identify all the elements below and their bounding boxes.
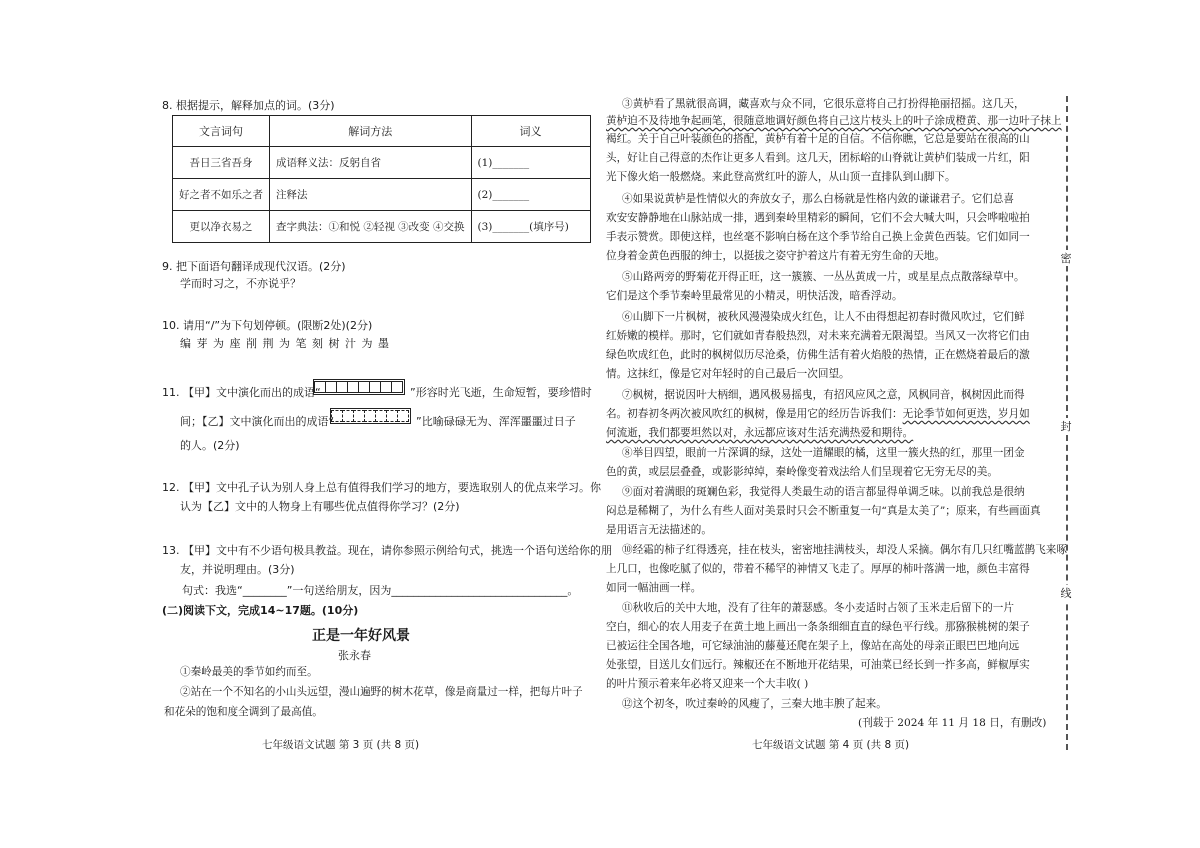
table-header: 文言词句	[173, 116, 270, 147]
source-note: (刊载于 2024 年 11 月 18 日，有删改)	[858, 717, 1047, 729]
q11-line1-b: ”形容时光飞逝，生命短暂，要珍惜时	[410, 386, 592, 399]
paragraph-line: ④如果说黄栌是性情似火的奔放女子，那么白杨就是性格内敛的谦谦君子。它们总喜	[622, 193, 1014, 205]
paragraph-line: 名。初春初冬两次被风吹红的枫树，像是用它的经历告诉我们：无论季节如何更迭，岁月如	[606, 408, 1030, 420]
binding-char: 线	[1057, 585, 1075, 601]
table-row	[173, 179, 591, 211]
paragraph-line: 闷总是稀糊了，为什么有些人面对美景时只会不断重复一句“真是太美了”；原来，有些画面真	[606, 505, 1041, 517]
right-page	[600, 0, 1200, 848]
paragraph-line: 光下像火焰一般燃烧。来此登高赏红叶的游人，从山顶一直排队到山脚下。	[606, 171, 956, 183]
paragraph-line: 如同一幅油画一样。	[606, 582, 702, 594]
paragraph-line: 色的黄，或层层叠叠，或影影绰绰，秦岭像变着戏法给人们呈现着它无穷无尽的美。	[606, 466, 998, 478]
q13-line1: 13. 【甲】文中有不少语句极具教益。现在，请你参照示例给句式，挑选一个语句送给你的朋	[162, 544, 612, 557]
paragraph-line: 绿色吹成红色，此时的枫树似历尽沧桑，仿佛生活有着火焰般的热情，正在燃烧着最后的激	[606, 349, 1030, 361]
paragraph: ②站在一个不知名的小山头远望，漫山遍野的树木花草，像是商量过一样，把每片叶子	[180, 686, 583, 698]
underlined-phrase: 无论季节如何更迭，岁月如	[902, 408, 1030, 420]
paragraph-line: ⑦枫树，据说因叶大柄细，遇风极易摇曳，有招风应风之意，风枫同音，枫树因此而得	[622, 389, 1025, 401]
table-cell: 注释法	[270, 179, 472, 211]
q10-sentence: 编 芽 为 座 削 荆 为 笔 刻 树 汁 为 墨	[180, 337, 390, 350]
paragraph-line: ⑩经霜的柿子红得透亮，挂在枝头，密密地挂满枝头，却没人采摘。偶尔有几只红嘴蓝鹊飞来啄	[622, 544, 1067, 556]
paragraph-line: 手表示赞赏。即使这样，也丝毫不影响白杨在这个季节给自己换上金黄色西装。它们如同一	[606, 231, 1030, 243]
section2-heading: (二)阅读下文，完成14~17题。(10分)	[162, 604, 359, 617]
article-title: 正是一年好风景	[312, 628, 410, 644]
paragraph-line: 红娇嫩的模样。那时，它们就如青春般热烈，对未来充满着无限渴望。当风又一次将它们由	[606, 330, 1030, 342]
q12-line2: 认为【乙】文中的人物身上有哪些优点值得你学习？(2分)	[180, 500, 460, 513]
q10-prompt: 10. 请用“/”为下句划停顿。(限断2处)(2分)	[162, 319, 373, 332]
table-cell: 吾日三省吾身	[173, 147, 270, 179]
underlined-line: 黄栌迫不及待地争起画笔，很随意地调好颜色将自己这片枝头上的叶子涂成橙黄、那一边叶子抹上	[606, 115, 1062, 127]
q12-line1: 12. 【甲】文中孔子认为别人身上总有值得我们学习的地方，要选取别人的优点来学习。你	[162, 481, 601, 494]
vocab-table	[172, 115, 591, 243]
idiom-boxes-2[interactable]	[330, 408, 411, 424]
paragraph-line: 头，好让自己得意的杰作让更多人看到。这几天，团标峪的山脊就让黄栌们装成一片红，阳	[606, 152, 1030, 164]
table-header: 词义	[471, 116, 590, 147]
paragraph-line: ⑤山路两旁的野菊花开得正旺，这一簇簇、一丛丛黄成一片，或星星点点散落绿草中。	[622, 271, 1025, 283]
table-cell: 成语释义法：反躬自省	[270, 147, 472, 179]
paragraph-line: ⑧举目四望，眼前一片深调的绿，这处一道耀眼的橘，这里一簇火热的红，那里一团金	[622, 447, 1025, 459]
table-cell: 更以净衣易之	[173, 211, 270, 243]
paragraph-line: 欢安安静静地在山脉站成一排，遇到秦岭里精彩的瞬间，它们不会大喊大叫，只会哗啦啦拍	[606, 212, 1030, 224]
paragraph-line: 已被运往全国各地，可它绿油油的藤蔓还爬在架子上，像站在高处的母亲正眼巴巴地向远	[606, 640, 1020, 652]
page-footer: 七年级语文试题 第 3 页 (共 8 页)	[262, 739, 420, 751]
q11-line2-a: 间；【乙】文中演化而出的成语“	[180, 415, 335, 428]
paragraph-line: ⑪秋收后的关中大地，没有了往年的萧瑟感。冬小麦适时占领了玉米走后留下的一片	[622, 602, 1014, 614]
paragraph-line: 褐红。关于自己叶装颜色的搭配，黄栌有着十足的自信。不信你瞧，它总是要站在很高的山	[606, 133, 1030, 145]
paragraph-line: 是用语言无法描述的。	[606, 524, 712, 536]
q11-line3: 的人。(2分)	[180, 439, 240, 452]
q11-line2-b: ”比喻碌碌无为、浑浑噩噩过日子	[416, 415, 576, 428]
answer-blank[interactable]: (1)_______	[471, 147, 590, 179]
paragraph: 和花朵的饱和度全调到了最高值。	[164, 706, 323, 718]
answer-blank[interactable]: (3)_______(填序号)	[471, 211, 590, 243]
paragraph-line: 情。这抹红，像是它对年轻时的自己最后一次回望。	[606, 368, 850, 380]
answer-blank[interactable]: (2)_______	[471, 179, 590, 211]
paragraph-line: 位身着金黄色西服的绅士，以挺拔之姿守护着这片有着无穷生命的天地。	[606, 250, 945, 262]
table-header: 解词方法	[270, 116, 472, 147]
page-footer: 七年级语文试题 第 4 页 (共 8 页)	[752, 739, 910, 751]
paragraph-line: 处张望，目送儿女们远行。辣椒还在不断地开花结果，可油菜已经长到一拃多高，鲜椒厚实	[606, 659, 1030, 671]
idiom-boxes-1[interactable]	[313, 379, 405, 395]
table-cell: 好之者不如乐之者	[173, 179, 270, 211]
table-row	[173, 211, 591, 243]
paragraph-line: 空白，细心的农人用麦子在黄土地上画出一条条细细直直的绿色平行线。那猕猴桃树的架子	[606, 621, 1030, 633]
paragraph-line: ⑨面对着满眼的斑斓色彩，我觉得人类最生动的语言都显得单调乏味。以前我总是很纳	[622, 486, 1025, 498]
binding-char: 封	[1057, 418, 1075, 434]
q8-prompt: 8. 根据提示，解释加点的词。(3分)	[162, 99, 335, 112]
paragraph-line: ⑥山脚下一片枫树，被秋风漫漫染成火红色，让人不由得想起初春时微风吹过，它们鲜	[622, 311, 1025, 323]
paragraph-line: ⑫这个初冬，吹过秦岭的风瘦了，三秦大地丰腴了起来。	[622, 698, 887, 710]
paragraph-line: ③黄栌看了黑就很高调，藏喜欢与众不同，它很乐意将自己打扮得艳丽招摇。这几天，	[622, 98, 1025, 110]
q9-sentence: 学而时习之，不亦说乎？	[180, 277, 301, 290]
q11-line1-a: 11. 【甲】文中演化而出的成语“	[162, 386, 321, 399]
q9-prompt: 9. 把下面语句翻译成现代汉语。(2分)	[162, 260, 346, 273]
table-cell: 查字典法：①和悦 ②轻视 ③改变 ④交换	[270, 211, 472, 243]
paragraph-line: 上几口，也像吃腻了似的，带着不稀罕的神情又飞走了。厚厚的柿叶落满一地，颜色丰富得	[606, 563, 1030, 575]
underlined-line: 何流逝，我们都要坦然以对，永远都应该对生活充满热爱和期待。	[606, 427, 914, 439]
paragraph: ①秦岭最美的季节如约而至。	[180, 666, 318, 678]
binding-char: 密	[1057, 250, 1075, 266]
paragraph-line: 的叶片预示着来年必将又迎来一个大丰收( )	[606, 678, 809, 690]
article-author: 张永春	[338, 649, 371, 662]
paragraph-line: 它们是这个季节秦岭里最常见的小精灵，明快活泼，暗香浮动。	[606, 290, 903, 302]
table-row	[173, 147, 591, 179]
q13-line3[interactable]: 句式：我选“________”一句送给朋友，因为________________________________。	[182, 584, 579, 597]
q13-line2: 友，并说明理由。(3分)	[180, 563, 295, 576]
